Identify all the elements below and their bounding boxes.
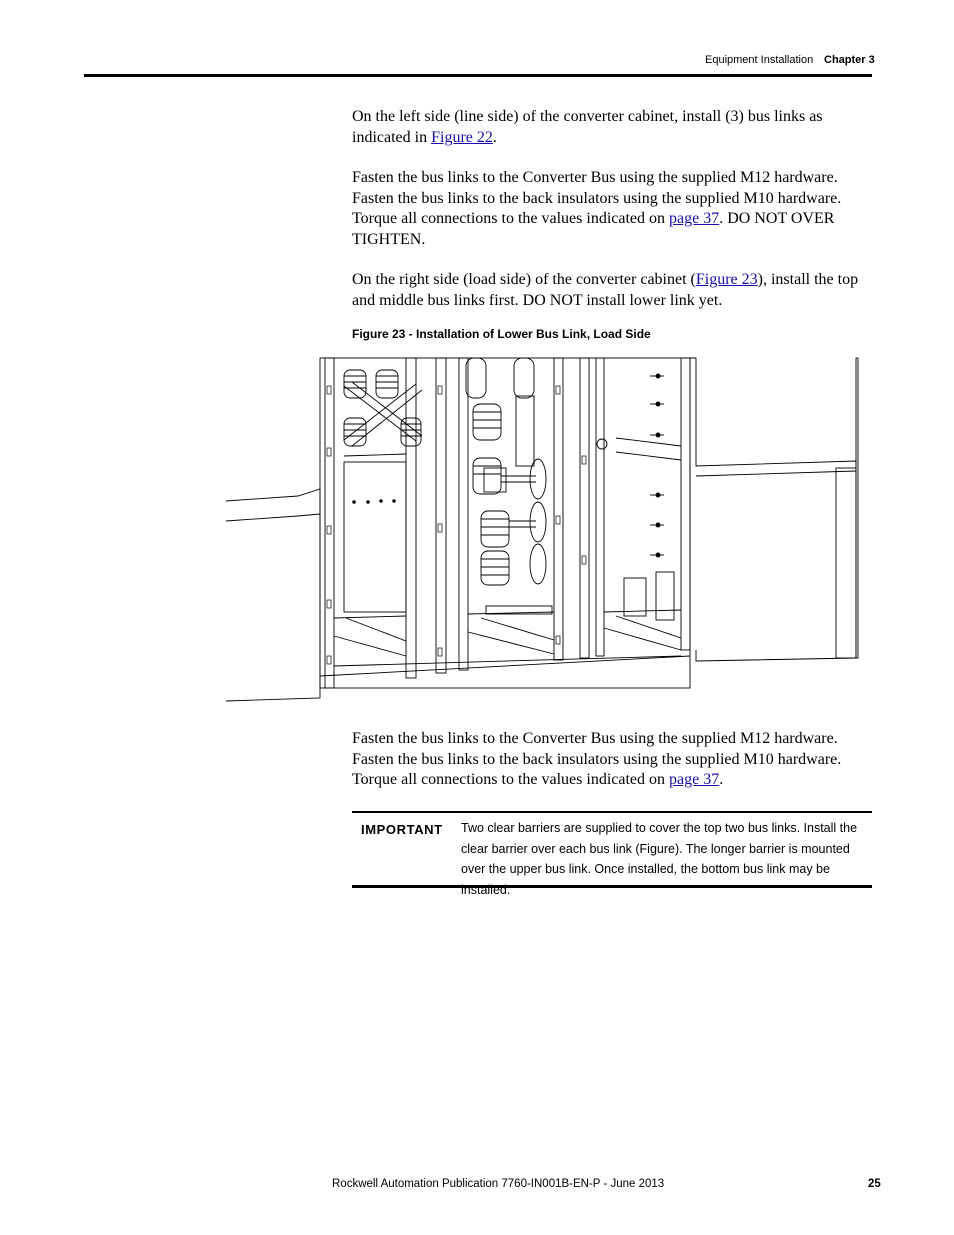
header-rule: [84, 74, 872, 77]
page-number: 25: [868, 1178, 881, 1190]
running-header-chapter: Chapter 3: [824, 54, 875, 66]
important-notice: [352, 811, 872, 897]
cabinet-drawing: [226, 356, 866, 706]
paragraph-load-side: On the right side (load side) of the converter cabinet (Figure 23), install the top and middle bus links first. DO NOT install lower link yet.: [352, 271, 859, 309]
footer-publication: Rockwell Automation Publication 7760-IN001B-EN-P - June 2013: [332, 1178, 665, 1190]
figure-caption: Figure 23 - Installation of Lower Bus Link, Load Side: [352, 327, 651, 341]
important-text: Two clear barriers are supplied to cover the top two bus links. Install the clear barrier over each bus link (Figure). The longer barrier is mounted over the upper bus link. Once installed, the bottom bus link may be installed.: [461, 821, 858, 897]
paragraph-fasten-1: Fasten the bus links to the Converter Bus using the supplied M12 hardware. Fasten the bus links to the back insulators using the supplied M10 hardware. Torque all connections to the values indicated on page 37. DO NOT OVER TIGHTEN.: [352, 169, 842, 248]
page-37-link[interactable]: page 37: [669, 771, 720, 788]
page-37-link[interactable]: page 37: [669, 210, 720, 227]
running-header-section: Equipment Installation: [705, 54, 814, 66]
figure-23-link[interactable]: Figure 23: [695, 271, 758, 288]
figure-22-link[interactable]: Figure 22: [431, 128, 493, 146]
important-label: IMPORTANT: [361, 822, 443, 837]
paragraph-fasten-2: Fasten the bus links to the Converter Bus using the supplied M12 hardware. Fasten the bus links to the back insulators using the supplied M10 hardware. Torque all connections to the values indicated on page 37.: [352, 730, 842, 788]
paragraph-line-side: On the left side (line side) of the converter cabinet, install (3) bus links as indicated in Figure 22.: [352, 108, 823, 146]
